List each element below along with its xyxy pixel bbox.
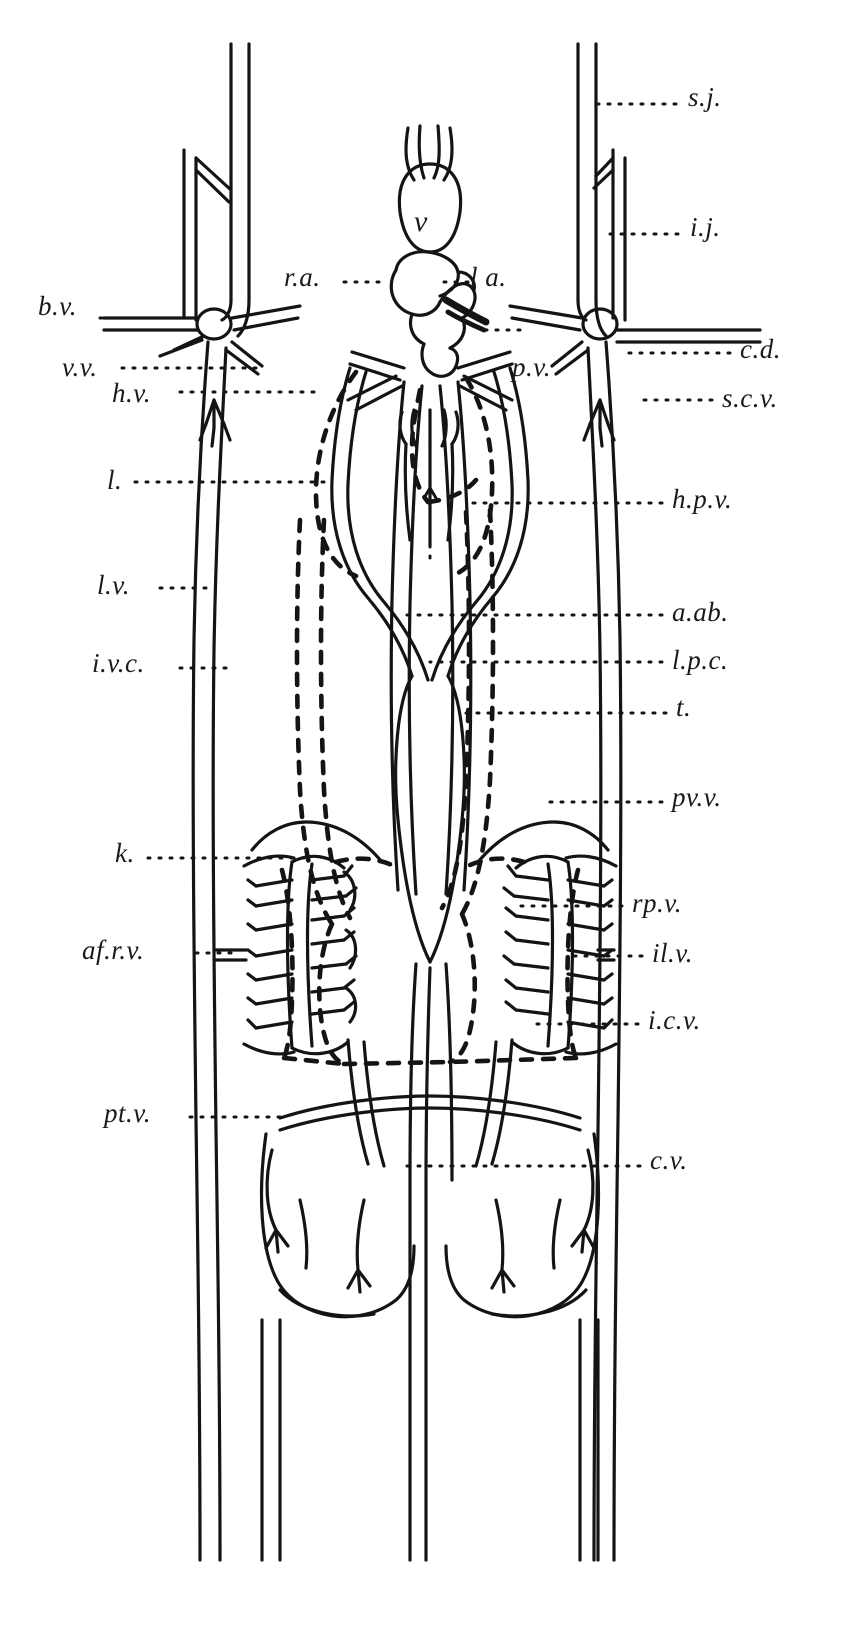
label-b-v: b.v. [38,291,77,321]
label-p-v: p.v. [512,352,551,382]
label-t: t. [676,692,692,722]
label-h-p-v: h.p.v. [672,484,733,514]
label-h-v: h.v. [112,378,151,408]
label-i-j: i.j. [690,212,721,242]
label-c-d: c.d. [740,334,781,364]
label-rp-v: rp.v. [632,888,682,918]
label-v-v: v.v. [62,352,98,382]
label-i-c-v: i.c.v. [648,1005,701,1035]
label-c-v: c.v. [650,1145,688,1175]
label-af-r-v: af.r.v. [82,935,145,965]
label-k: k. [115,838,135,868]
label-a-ab: a.ab. [672,597,729,627]
label-l-p-c: l.p.c. [672,645,729,675]
label-l-a: l a. [470,262,507,292]
label-s-j: s.j. [688,82,722,112]
label-ventricle: v [414,205,428,238]
label-il-v: il.v. [652,938,693,968]
label-i-v-c: i.v.c. [92,648,145,678]
label-r-a: r.a. [284,262,321,292]
label-l-v: l.v. [97,570,130,600]
label-s-c-v: s.c.v. [722,383,778,413]
label-pv-v: pv.v. [672,782,722,812]
label-l: l. [107,465,123,495]
label-pt-v: pt.v. [104,1098,151,1128]
